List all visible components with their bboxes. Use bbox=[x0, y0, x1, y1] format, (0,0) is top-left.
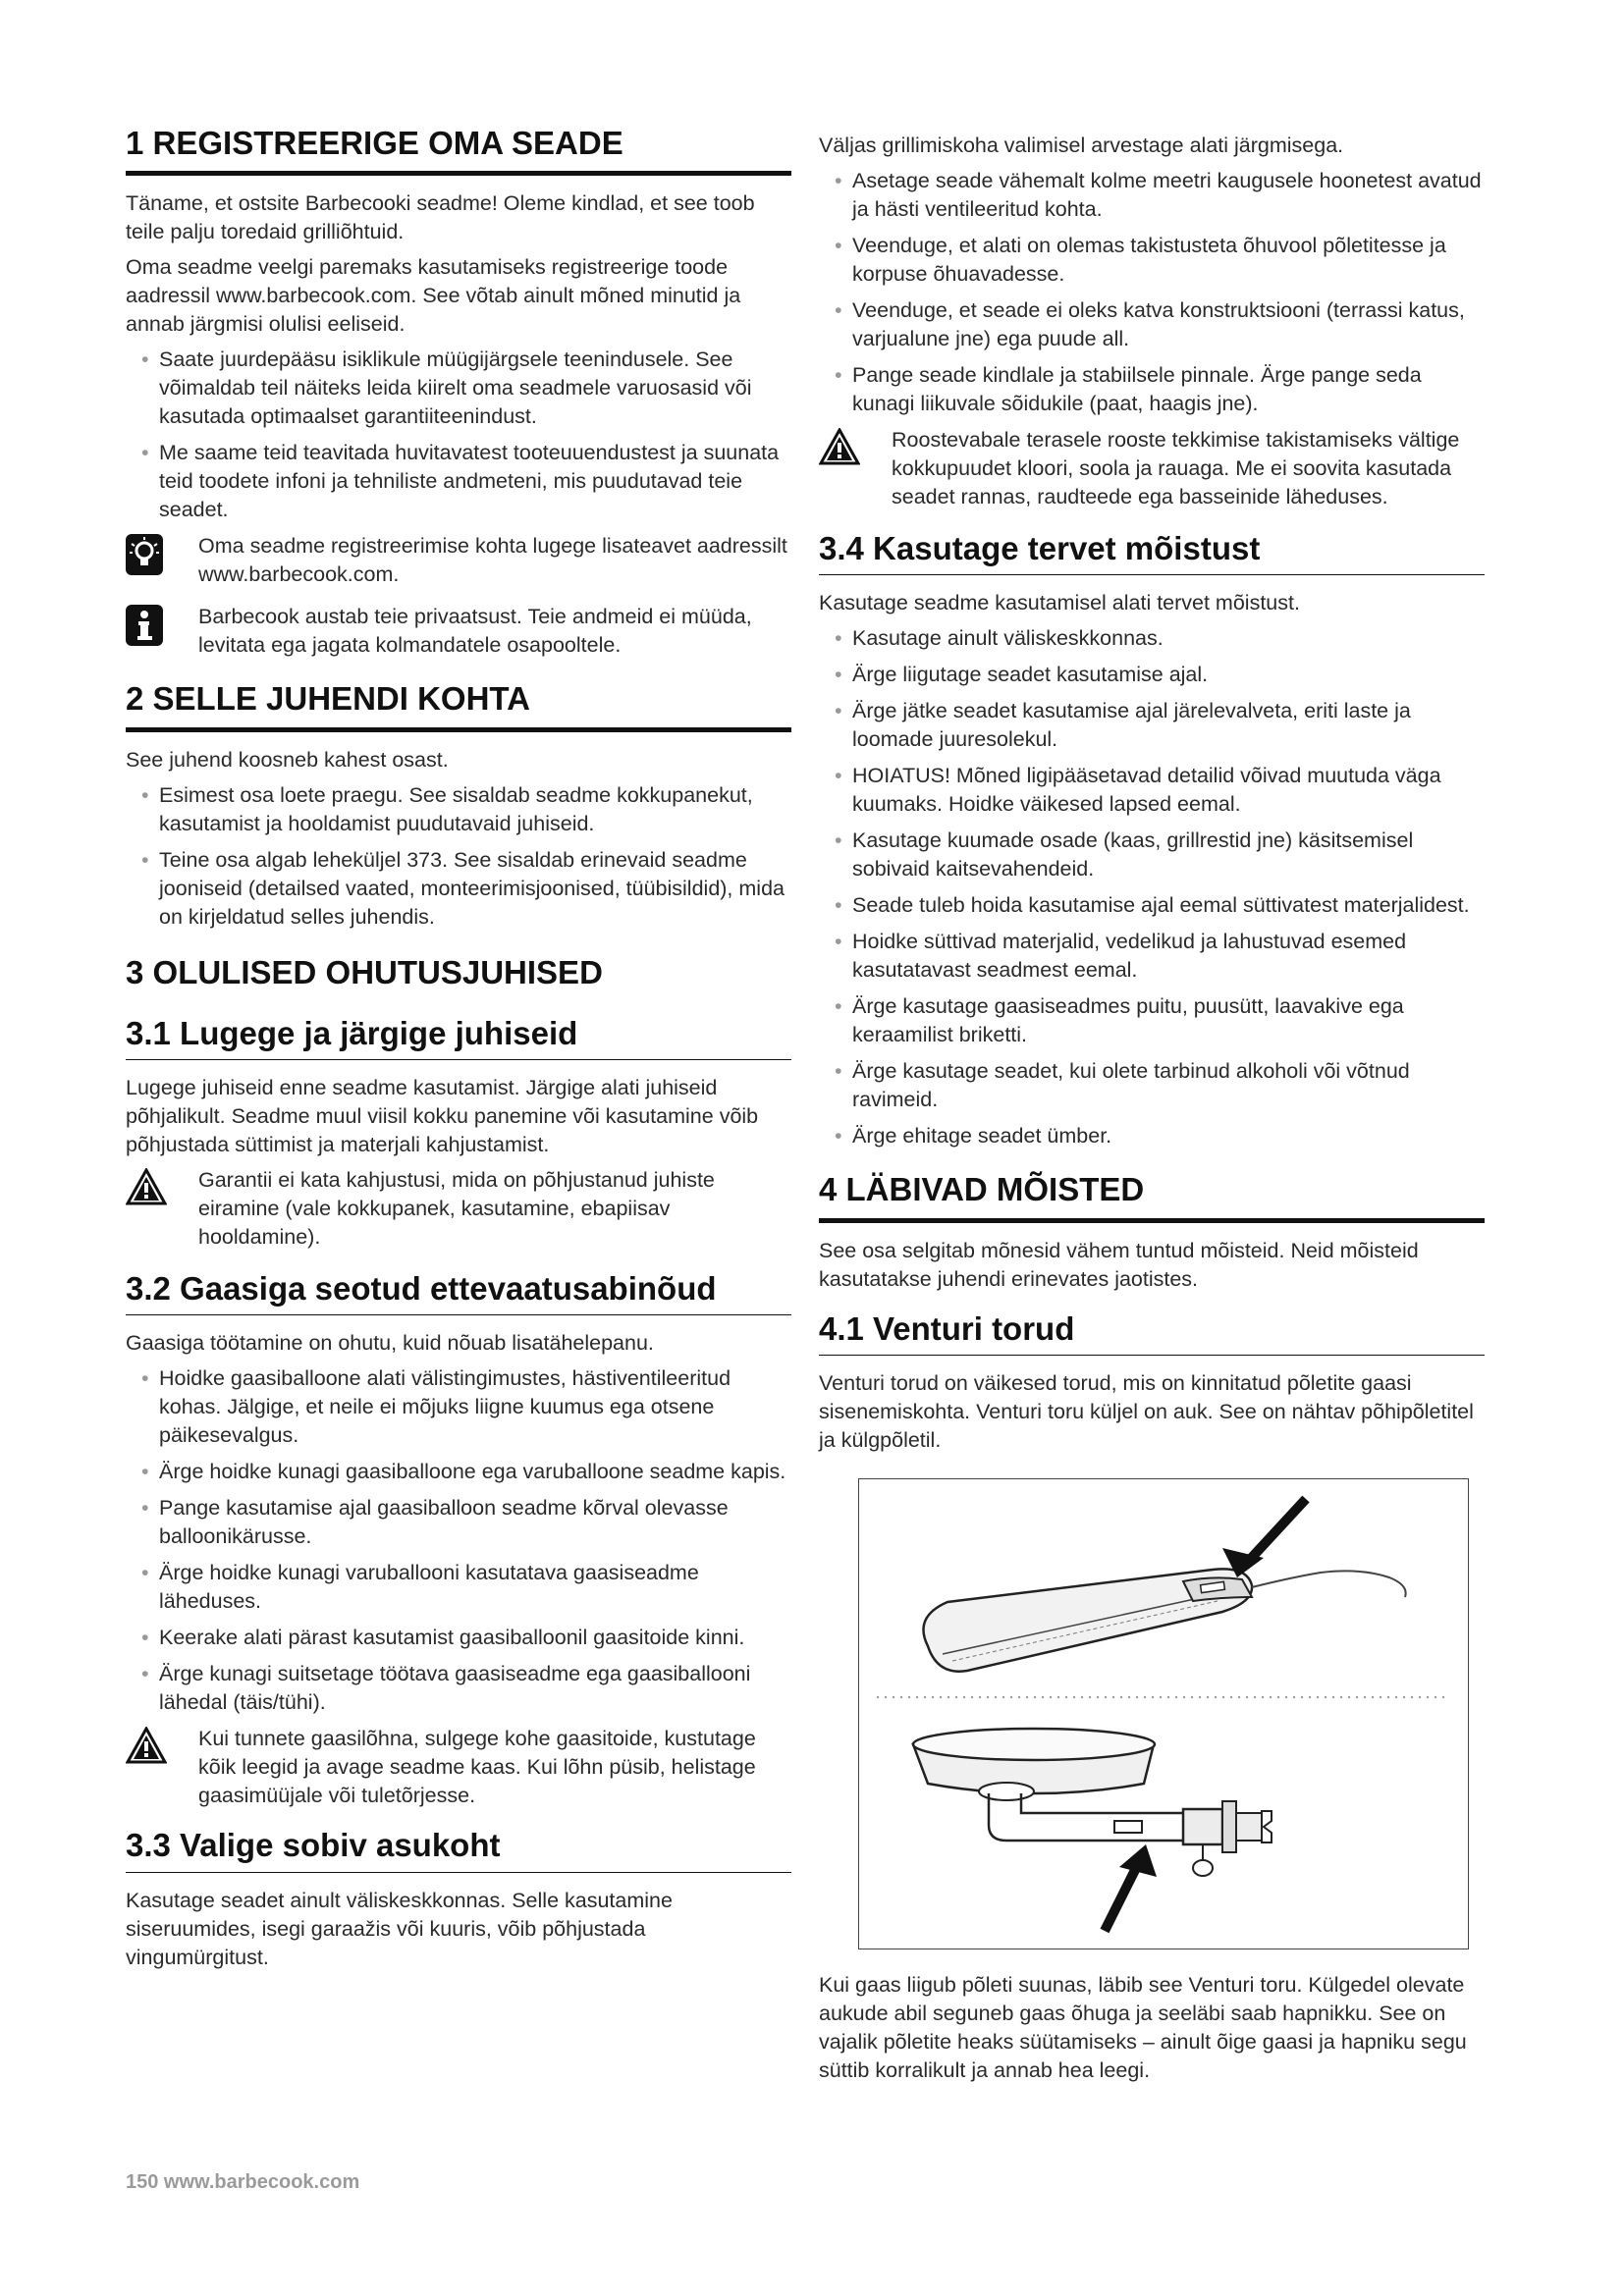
list-item: • Me saame teid teavitada huvitavatest tooteuuendustest ja suunata teid toodete infoni ja tehniliste andmeteni, mis puudutavad teie seadet. bbox=[141, 441, 780, 522]
warning-note bbox=[126, 1725, 791, 1810]
list-item: • Kasutage kuumade osade (kaas, grillrestid jne) käsitsemisel sobivaid kaitsevahendeid. bbox=[835, 828, 1414, 881]
list-item: • Ärge hoidke kunagi varuballooni kasutatava gaasiseadme läheduses. bbox=[141, 1561, 699, 1614]
warning-text: Kui tunnete gaasilõhna, sulgege kohe gaasitoide, kustutage kõik leegid ja avage seadme kaas. Kui lõhn püsib, helistage gaasimüüjale või tuletõrjesse. bbox=[198, 1727, 756, 1808]
section-4-1-title: 4.1 Venturi torud bbox=[819, 1311, 1485, 1356]
warning-triangle-icon bbox=[126, 1727, 177, 1769]
list-item: • HOIATUS! Mõned ligipääsetavad detailid võivad muutuda väga kuumaks. Hoidke väikesed lapsed eemal. bbox=[835, 764, 1441, 817]
venturi-tube-figure bbox=[858, 1478, 1469, 1949]
list-item: • Veenduge, et seade ei oleks katva konstruktsiooni (terrassi katus, varjualune jne) ega puude all. bbox=[835, 298, 1465, 350]
list-item: • Saate juurdepääsu isiklikule müügijärgsele teenindusele. See võimaldab teil näiteks leida kiirelt oma seadmele varuosasid või kasutada optimaalset garantiiteenindust. bbox=[141, 347, 752, 429]
list-item: • Veenduge, et alati on olemas takistusteta õhuvool põletitesse ja korpuse õhuavadesse. bbox=[835, 234, 1446, 286]
list-item: • Pange kasutamise ajal gaasiballoon seadme kõrval olevasse balloonikärusse. bbox=[141, 1496, 729, 1549]
warning-triangle-icon bbox=[126, 1168, 177, 1210]
bullet-list bbox=[819, 624, 1485, 1150]
right-column bbox=[819, 132, 1485, 2092]
list-item: • Esimest osa loete praegu. See sisaldab seadme kokkupanekut, kasutamist ja hooldamist puudutavaid juhiseid. bbox=[141, 782, 753, 835]
paragraph: Täname, et ostsite Barbecooki seadme! Oleme kindlad, et see toob teile palju toredaid grilliõhtuid. bbox=[126, 191, 755, 244]
warning-triangle-icon bbox=[819, 428, 870, 470]
list-item: • Hoidke süttivad materjalid, vedelikud ja lahustuvad esemed kasutatavast seadmest eemal. bbox=[835, 930, 1407, 983]
list-item: • Asetage seade vähemalt kolme meetri kaugusele hoonetest avatud ja hästi ventileeritud kohta. bbox=[835, 169, 1482, 221]
list-item: • Ärge jätke seadet kasutamise ajal järelevalveta, eriti laste ja loomade juuresolekul. bbox=[835, 699, 1411, 752]
info-note bbox=[126, 603, 791, 660]
left-column bbox=[126, 126, 791, 1979]
paragraph: Gaasiga töötamine on ohutu, kuid nõuab lisatähelepanu. bbox=[126, 1331, 654, 1356]
venturi-illustration bbox=[859, 1479, 1468, 1949]
side-burner-illustration bbox=[913, 1729, 1272, 1876]
warning-note bbox=[819, 426, 1485, 511]
paragraph: Lugege juhiseid enne seadme kasutamist. Järgige alati juhiseid põhjalikult. Seadme muul viisil kokku panemine või kasutamine võib põhjustada süttimist ja materjali kahjustamist. bbox=[126, 1076, 759, 1157]
arrow-pointer-bottom bbox=[1105, 1844, 1157, 1931]
list-item: • Teine osa algab leheküljel 373. See sisaldab erinevaid seadme jooniseid (detailsed vaated, monteerimisjoonised, tüübisildid), mida on kirjeldatud selles juhendis. bbox=[141, 847, 785, 929]
section-4-title: 4 LÄBIVAD MÕISTED bbox=[819, 1172, 1485, 1222]
list-item: • Ärge ehitage seadet ümber. bbox=[835, 1124, 1112, 1148]
paragraph: Kasutage seadme kasutamisel alati tervet mõistust. bbox=[819, 591, 1300, 615]
paragraph: See juhend koosneb kahest osast. bbox=[126, 747, 449, 772]
bullet-list bbox=[126, 1364, 791, 1717]
bullet-list bbox=[819, 167, 1485, 418]
bullet-list bbox=[126, 781, 791, 932]
paragraph: Kui gaas liigub põleti suunas, läbib see Venturi toru. Külgedel olevate aukude abil seguneb gaas õhuga ja seeläbi saab hapnikku. See on vajalik põletite heaks süütamiseks – ainult õige gaasi ja hapniku segu süttib korralikult ja annab hea leegi. bbox=[819, 1972, 1467, 2082]
page-footer: 150 www.barbecook.com bbox=[126, 2171, 360, 2193]
paragraph: Oma seadme veelgi paremaks kasutamiseks registreerige toode aadressil www.barbecook.com. See võtab ainult mõned minutid ja annab järgmisi olulisi eeliseid. bbox=[126, 255, 741, 337]
list-item: • Ärge kasutage seadet, kui olete tarbinud alkoholi või võtnud ravimeid. bbox=[835, 1059, 1410, 1112]
list-item: • Ärge kunagi suitsetage töötava gaasiseadme ega gaasiballooni lähedal (täis/tühi). bbox=[141, 1662, 751, 1715]
burner-tube-illustration bbox=[924, 1569, 1406, 1671]
section-2-title: 2 SELLE JUHENDI KOHTA bbox=[126, 681, 791, 731]
warning-text: Roostevabale terasele rooste tekkimise takistamiseks vältige kokkupuudet kloori, soola ja rauaga. Me ei soovita kasutada seadet rannas, raudteede ega basseinide läheduses. bbox=[892, 428, 1460, 508]
list-item: • Pange seade kindlale ja stabiilsele pinnale. Ärge pange seda kunagi liikuvale sõidukile (paat, haagis jne). bbox=[835, 363, 1422, 415]
section-3-title: 3 OLULISED OHUTUSJUHISED bbox=[126, 953, 603, 990]
paragraph: Väljas grillimiskoha valimisel arvestage alati järgmisega. bbox=[819, 133, 1344, 157]
paragraph: Venturi torud on väikesed torud, mis on kinnitatud põletite gaasi sisenemiskohta. Venturi toru küljel on auk. See on nähtav põhipõletitel ja külgpõletil. bbox=[819, 1370, 1474, 1452]
warning-note bbox=[126, 1166, 791, 1252]
section-3-3-title: 3.3 Valige sobiv asukoht bbox=[126, 1828, 791, 1872]
bullet-list bbox=[126, 346, 791, 524]
lightbulb-icon bbox=[126, 534, 177, 580]
list-item: • Ärge hoidke kunagi gaasiballoone ega varuballoone seadme kapis. bbox=[141, 1460, 786, 1484]
list-item: • Ärge liigutage seadet kasutamise ajal. bbox=[835, 663, 1209, 687]
list-item: • Ärge kasutage gaasiseadmes puitu, puusütt, laavakive ega keraamilist briketti. bbox=[835, 994, 1404, 1047]
section-3-4-title: 3.4 Kasutage tervet mõistust bbox=[819, 531, 1485, 575]
tip-text: Oma seadme registreerimise kohta lugege lisateavet aadressilt www.barbecook.com. bbox=[198, 534, 787, 587]
info-icon bbox=[126, 605, 177, 651]
section-3-2-title: 3.2 Gaasiga seotud ettevaatusabinõud bbox=[126, 1271, 791, 1315]
list-item: • Seade tuleb hoida kasutamise ajal eemal süttivatest materjalidest. bbox=[835, 893, 1470, 918]
list-item: • Keerake alati pärast kasutamist gaasiballoonil gaasitoide kinni. bbox=[141, 1626, 745, 1650]
section-1-title: 1 REGISTREERIGE OMA SEADE bbox=[126, 126, 791, 176]
paragraph: Kasutage seadet ainult väliskeskkonnas. Selle kasutamine siseruumides, isegi garaažis või kuuris, võib põhjustada vingumürgitust. bbox=[126, 1888, 673, 1969]
warning-text: Garantii ei kata kahjustusi, mida on põhjustanud juhiste eiramine (vale kokkupanek, kasutamine, ebapiisav hooldamine). bbox=[198, 1168, 715, 1250]
info-text: Barbecook austab teie privaatsust. Teie andmeid ei müüda, levitata ega jagata kolmandatele osapooltele. bbox=[198, 605, 752, 658]
list-item: • Hoidke gaasiballoone alati välistingimustes, hästiventileeritud kohas. Jälgige, et neile ei mõjuks liigne kuumus ega otsene päikesevalgus. bbox=[141, 1366, 731, 1448]
section-3-1-title: 3.1 Lugege ja järgige juhiseid bbox=[126, 1016, 791, 1060]
arrow-pointer-top bbox=[1222, 1499, 1306, 1577]
tip-note bbox=[126, 532, 791, 589]
list-item: • Kasutage ainult väliskeskkonnas. bbox=[835, 626, 1164, 651]
paragraph: See osa selgitab mõnesid vähem tuntud mõisteid. Neid mõisteid kasutatakse juhendi erinevates jaotistes. bbox=[819, 1238, 1419, 1291]
